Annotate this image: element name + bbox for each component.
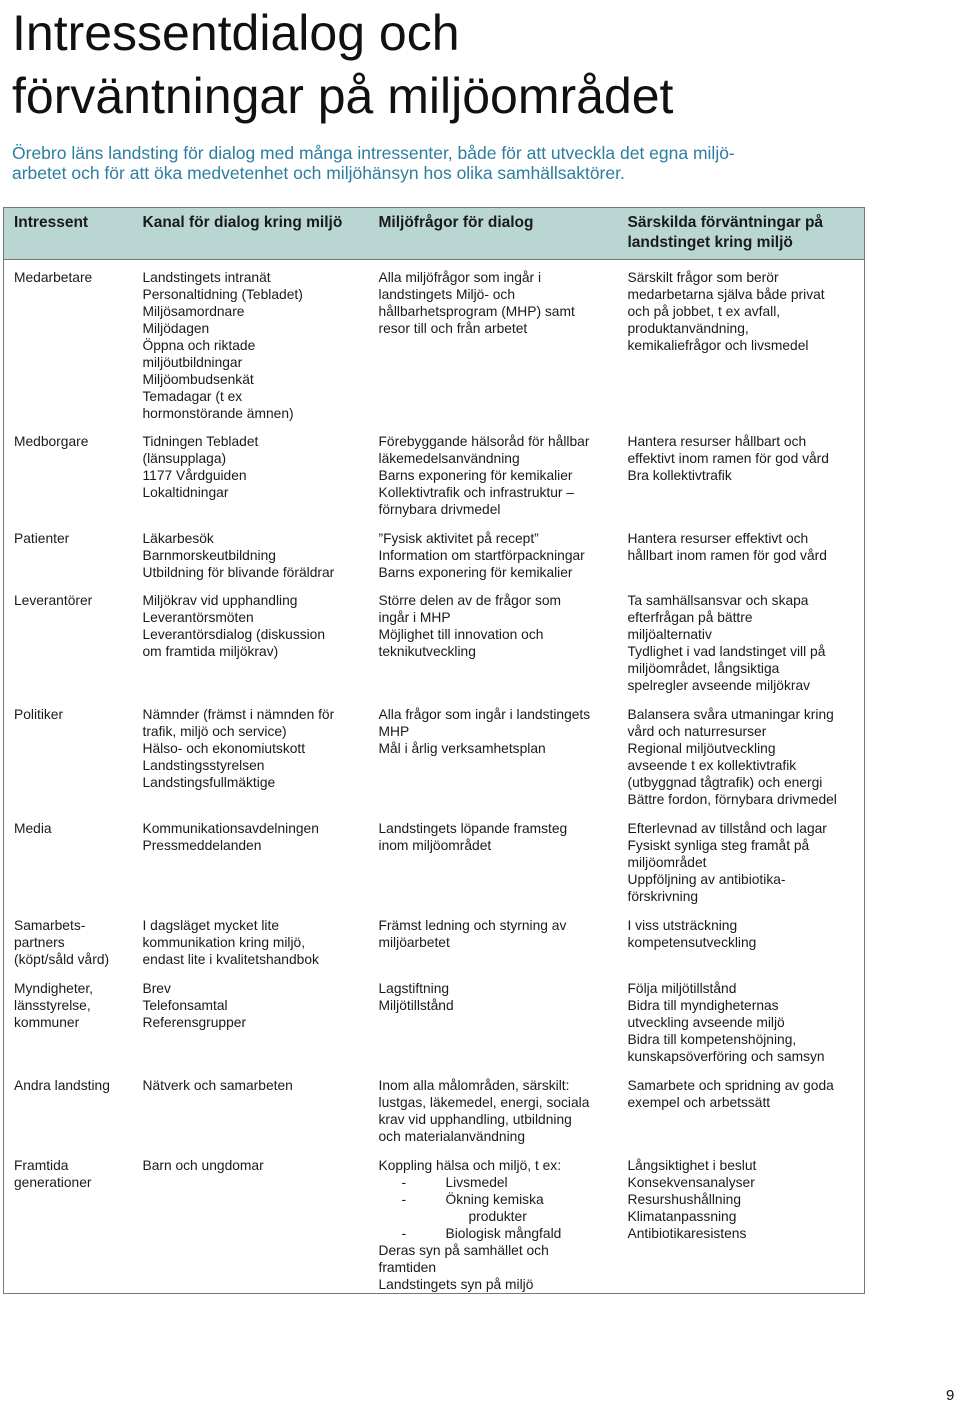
cell-line: och på jobbet, t ex avfall, [627, 304, 781, 319]
cell-line: förskrivning [627, 888, 699, 904]
table-body [4, 260, 865, 1294]
list-item [379, 1174, 612, 1191]
cell-line: läkemedelsanvändning [378, 450, 520, 466]
table-row [4, 1068, 865, 1148]
cell-line: Miljötillstånd [378, 997, 454, 1013]
cell-line: miljöalternativ [627, 626, 712, 642]
intro-line-1: Örebro läns landsting för dialog med många intressenter, både för att utveckla det egna miljö- [12, 143, 735, 163]
cell-line: Bidra till myndigheternas [627, 997, 779, 1013]
cell-line: förnybara drivmedel [378, 501, 501, 517]
cell-line: Koppling hälsa och miljö, t ex: [378, 1157, 562, 1173]
issues-cell [369, 697, 618, 811]
cell-line: Miljödagen [142, 321, 210, 336]
cell-line: hållbart inom ramen för god vård [627, 547, 827, 563]
stakeholder-cell [4, 1148, 133, 1294]
table-row [4, 424, 865, 521]
intro-line-2: arbetet och för att öka medvetenhet och miljöhänsyn hos olika samhällsaktörer. [12, 163, 625, 183]
cell-line: MHP [378, 723, 410, 739]
stakeholder-cell [4, 424, 133, 521]
cell-line: Patienter [14, 530, 70, 546]
channel-cell [133, 521, 369, 583]
channel-cell [133, 583, 369, 697]
cell-line: och materialanvändning [378, 1128, 525, 1144]
expectations-cell [618, 908, 865, 971]
issues-cell [369, 971, 618, 1068]
cell-line: kompetensutveckling [627, 934, 757, 950]
cell-line: Personaltidning (Tebladet) [142, 287, 303, 302]
cell-line: krav vid upphandling, utbildning [378, 1111, 572, 1127]
stakeholder-cell [4, 908, 133, 971]
cell-line: Media [14, 820, 52, 836]
issues-cell [369, 1148, 618, 1294]
cell-line: Främst ledning och styrning av [378, 917, 567, 933]
channel-cell [133, 811, 369, 908]
cell-line: Antibiotikaresistens [627, 1225, 747, 1241]
header-stakeholder: Intressent [4, 208, 133, 260]
cell-line: Landstingets intranät [142, 270, 271, 285]
cell-line: Alla miljöfrågor som ingår i [378, 270, 542, 285]
cell-line: Uppföljning av antibiotika- [627, 871, 786, 887]
cell-line: utveckling avseende miljö [627, 1014, 785, 1030]
cell-line: Utbildning för blivande föräldrar [142, 564, 335, 580]
cell-line: trafik, miljö och service) [142, 723, 287, 739]
list-item [379, 1225, 612, 1242]
cell-line: resor till och från arbetet [378, 321, 528, 336]
stakeholder-cell [4, 260, 133, 424]
cell-line: Hälso- och ekonomiutskott [142, 740, 306, 756]
table-row [4, 697, 865, 811]
cell-line: Myndigheter, [14, 980, 93, 996]
cell-line: Särskilt frågor som berör [627, 270, 779, 285]
cell-line: Politiker [14, 706, 64, 722]
cell-line: Barns exponering för kemikalier [378, 467, 573, 483]
channel-cell [133, 908, 369, 971]
cell-line: Öppna och riktade [142, 338, 256, 353]
cell-line: Klimatanpassning [627, 1208, 737, 1224]
cell-line: Resurshushållning [627, 1191, 742, 1207]
issues-cell [369, 521, 618, 583]
expectations-cell [618, 424, 865, 521]
cell-line: lustgas, läkemedel, energi, sociala [378, 1094, 590, 1110]
cell-line: effektivt inom ramen för god vård [627, 450, 829, 466]
cell-line: Brev [142, 980, 171, 996]
cell-line: Framtida [14, 1157, 69, 1173]
cell-line: ingår i MHP [378, 609, 451, 625]
expectations-cell [618, 260, 865, 424]
channel-cell [133, 424, 369, 521]
list-item-text: Livsmedel [445, 1174, 508, 1190]
issues-cell [369, 811, 618, 908]
cell-line: Tidningen Tebladet [142, 433, 259, 449]
cell-line: om framtida miljökrav) [142, 643, 279, 659]
cell-line: Fysiskt synliga steg framåt på [627, 837, 810, 853]
cell-line: Nämnder (främst i nämnden för [142, 706, 335, 722]
cell-line: kommunikation kring miljö, [142, 934, 306, 950]
channel-cell [133, 697, 369, 811]
table-row [4, 811, 865, 908]
cell-line: Möjlighet till innovation och [378, 626, 544, 642]
cell-line: I dagsläget mycket lite [142, 917, 280, 933]
cell-line: Landstingsfullmäktige [142, 774, 276, 790]
cell-line: Leverantörsdialog (diskussion [142, 626, 326, 642]
cell-line: Konsekvensanalyser [627, 1174, 755, 1190]
stakeholder-cell [4, 811, 133, 908]
cell-line: Barnmorskeutbildning [142, 547, 276, 563]
stakeholder-table [3, 207, 865, 1294]
cell-line: Ta samhällsansvar och skapa [627, 592, 809, 608]
list-item [379, 1191, 612, 1225]
cell-line: ”Fysisk aktivitet på recept” [378, 530, 539, 546]
cell-line: Alla frågor som ingår i landstingets [378, 706, 591, 722]
cell-line: medarbetarna själva både privat [627, 287, 825, 302]
cell-line: Följa miljötillstånd [627, 980, 737, 996]
cell-line: Samarbets- [14, 917, 86, 933]
list-item-text: produkter [468, 1208, 527, 1224]
cell-line: Hantera resurser hållbart och [627, 433, 807, 449]
cell-line: Inom alla målområden, särskilt: [378, 1077, 570, 1093]
cell-line: Information om startförpackningar [378, 547, 585, 563]
issues-cell [369, 424, 618, 521]
table-row [4, 971, 865, 1068]
cell-line: kemikaliefrågor och livsmedel [627, 338, 809, 353]
cell-line: landstingets Miljö- och [378, 287, 516, 302]
issues-cell [369, 583, 618, 697]
cell-line: miljöområdet [627, 854, 707, 870]
cell-line: Tydlighet i vad landstinget vill på [627, 643, 826, 659]
stakeholder-cell [4, 697, 133, 811]
cell-line: exempel och arbetssätt [627, 1094, 771, 1110]
table-row [4, 583, 865, 697]
cell-line: (utbyggnad tågtrafik) och energi [627, 774, 823, 790]
cell-line: Temadagar (t ex [142, 389, 243, 404]
table-row [4, 521, 865, 583]
cell-line: Miljökrav vid upphandling [142, 592, 298, 608]
cell-line: länsstyrelse, [14, 997, 91, 1013]
table-row [4, 908, 865, 971]
cell-line: spelregler avseende miljökrav [627, 677, 811, 693]
cell-line: Bra kollektivtrafik [627, 467, 732, 483]
stakeholder-cell [4, 583, 133, 697]
cell-line: Bidra till kompetenshöjning, [627, 1031, 797, 1047]
issues-cell [369, 1068, 618, 1148]
expectations-cell [618, 811, 865, 908]
cell-line: Landstingets löpande framsteg [378, 820, 568, 836]
cell-line: Telefonsamtal [142, 997, 228, 1013]
cell-line: avseende t ex kollektivtrafik [627, 757, 797, 773]
expectations-cell [618, 521, 865, 583]
page-number: 9 [946, 1387, 955, 1404]
cell-line: Större delen av de frågor som [378, 592, 562, 608]
cell-line: Referensgrupper [142, 1014, 247, 1030]
stakeholder-cell [4, 971, 133, 1068]
header-issues: Miljöfrågor för dialog [369, 208, 618, 260]
table-row [4, 260, 865, 424]
cell-line: endast lite i kvalitetshandbok [142, 951, 319, 967]
cell-line: Barn och ungdomar [142, 1157, 264, 1173]
stakeholder-cell [4, 521, 133, 583]
cell-line: Deras syn på samhället och [378, 1242, 549, 1258]
dash-marker: - [401, 1191, 407, 1207]
cell-line: Andra landsting [14, 1077, 110, 1093]
cell-line: efterfrågan på bättre [627, 609, 753, 625]
cell-line: Miljösamordnare [142, 304, 245, 319]
dash-marker: - [401, 1225, 407, 1241]
issues-cell [369, 908, 618, 971]
cell-line: inom miljöområdet [378, 837, 492, 853]
cell-line: Barns exponering för kemikalier [378, 564, 573, 580]
cell-line: Kollektivtrafik och infrastruktur – [378, 484, 575, 500]
table-header-row [4, 208, 865, 260]
cell-line: Förebyggande hälsoråd för hållbar [378, 433, 590, 449]
cell-line: framtiden [378, 1259, 437, 1275]
cell-line: (länsupplaga) [142, 450, 227, 466]
cell-line: Nätverk och samarbeten [142, 1077, 293, 1093]
cell-line: teknikutveckling [378, 643, 476, 659]
cell-line: kunskapsöverföring och samsyn [627, 1048, 825, 1064]
cell-line: Leverantörer [14, 592, 93, 608]
channel-cell [133, 971, 369, 1068]
channel-cell [133, 1148, 369, 1294]
list-item-text: Ökning kemiska [445, 1191, 544, 1207]
cell-line: Leverantörsmöten [142, 609, 254, 625]
cell-line: Efterlevnad av tillstånd och lagar [627, 820, 827, 836]
cell-line: Läkarbesök [142, 530, 214, 546]
table-row [4, 1148, 865, 1294]
cell-line: produktanvändning, [627, 321, 749, 336]
cell-line: Balansera svåra utmaningar kring [627, 706, 834, 722]
cell-line: miljöområdet, långsiktiga [627, 660, 780, 676]
cell-line: Landstingsstyrelsen [142, 757, 265, 773]
cell-line: Lokaltidningar [142, 484, 229, 500]
expectations-cell [618, 583, 865, 697]
cell-line: Samarbete och spridning av goda [627, 1077, 834, 1093]
dash-marker: - [401, 1174, 407, 1190]
cell-line: 1177 Vårdguiden [142, 467, 247, 483]
header-channel: Kanal för dialog kring miljö [133, 208, 369, 260]
cell-line: hållbarhetsprogram (MHP) samt [378, 304, 575, 319]
cell-line: Hantera resurser effektivt och [627, 530, 809, 546]
cell-line: Medborgare [14, 433, 89, 449]
expectations-cell [618, 1068, 865, 1148]
cell-line: miljöarbetet [378, 934, 450, 950]
cell-line: Landstingets syn på miljö [378, 1276, 534, 1292]
cell-line: Lagstiftning [378, 980, 450, 996]
cell-line: Miljöombudsenkät [142, 372, 254, 387]
cell-line: Bättre fordon, förnybara drivmedel [627, 791, 837, 807]
page-title [12, 2, 673, 128]
channel-cell [133, 260, 369, 424]
cell-line: miljöutbildningar [142, 355, 243, 370]
title-line-2: förväntningar på miljöområdet [12, 68, 674, 124]
expectations-cell [618, 697, 865, 811]
cell-line: hormonstörande ämnen) [142, 406, 294, 421]
channel-cell [133, 1068, 369, 1148]
cell-line: generationer [14, 1174, 92, 1190]
title-line-1: Intressentdialog och [12, 5, 460, 61]
cell-line: Medarbetare [14, 270, 93, 285]
cell-line: Långsiktighet i beslut [627, 1157, 757, 1173]
header-expectations: Särskilda förväntningar på landstinget kring miljö [618, 208, 865, 260]
cell-line: partners [14, 934, 65, 950]
cell-line: Pressmeddelanden [142, 837, 262, 853]
stakeholder-cell [4, 1068, 133, 1148]
issues-cell [369, 260, 618, 424]
cell-line: Kommunikationsavdelningen [142, 820, 319, 836]
cell-line: vård och naturresurser [627, 723, 767, 739]
list-item-text: Biologisk mångfald [445, 1225, 562, 1241]
expectations-cell [618, 1148, 865, 1294]
cell-line: kommuner [14, 1014, 80, 1030]
cell-line: (köpt/såld vård) [14, 951, 110, 967]
cell-line: I viss utsträckning [627, 917, 738, 933]
cell-line: Mål i årlig verksamhetsplan [378, 740, 546, 756]
intro-paragraph [12, 143, 872, 183]
cell-line: Regional miljöutveckling [627, 740, 776, 756]
expectations-cell [618, 971, 865, 1068]
